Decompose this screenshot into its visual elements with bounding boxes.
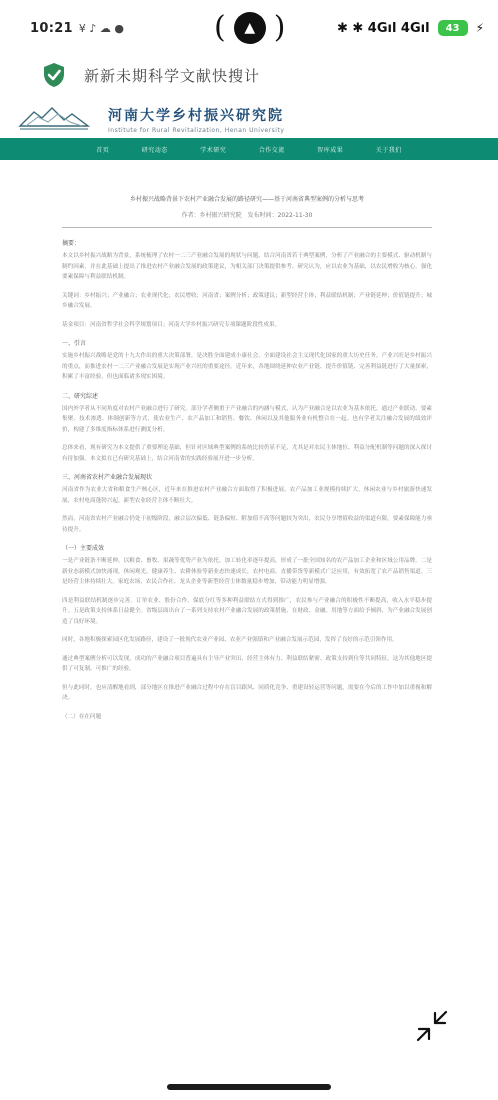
paragraph: 但与此同时，也应清醒地看到，部分地区在推进产业融合过程中存在盲目跟风、同质化竞争、重建设轻运营等问题，需要在今后的工作中加以重视和解决。 [62,684,432,701]
home-indicator[interactable] [167,1084,331,1090]
paragraph: 基金项目：河南省哲学社会科学规划项目；河南大学乡村振兴研究专项课题阶段性成果。 [62,321,281,328]
battery-level: 43 [445,22,460,34]
site-nav [0,138,498,160]
site-header[interactable] [0,100,498,138]
paragraph: 同时，各地积极探索园区化发展路径，建设了一批现代农业产业园、农业产业强镇和产业融合发展示范园，发挥了良好的示范引领作用。 [62,637,398,643]
nav-item-news[interactable]: 研究动态 [141,146,168,154]
bracket-left-icon: ( [214,10,226,45]
paragraph: 通过典型案例分析可以发现，成功的产业融合项目普遍具有主导产业突出、经营主体有力、利益联结紧密、政策支持到位等共同特征，这为其他地区提供了可复制、可推广的经验。 [62,655,432,672]
section-heading: 摘要： [62,240,81,247]
status-bar [0,0,498,56]
paragraph: 河南省作为农业大省和粮食生产核心区，近年来在推进农村产业融合方面取得了积极进展。农产品加工业规模持续扩大，休闲农业与乡村旅游快速发展，农村电商蓬勃兴起，新型农业经营主体不断壮大。 [62,487,432,504]
paragraph: 四是利益联结机制逐步完善。订单农业、股份合作、保底分红等多种利益联结方式得到推广，农民参与产业融合的积极性不断提高，收入水平稳步提升。五是政策支持体系日益健全。省级层面出台了一系列支持农村产业融合发展的政策措施，在财政、金融、用地等方面给予倾斜，为产业融合发展创造了良好环境。 [62,597,432,625]
paragraph: 国内外学者从不同角度对农村产业融合进行了研究。部分学者侧重于产业融合的内涵与模式，认为产业融合是以农业为基本依托，通过产业联动、要素集聚、技术渗透、体制创新等方式，使农业生产、农产品加工和销售、餐饮、休闲以及其他服务业有机整合在一起。也有学者关注融合发展的绩效评价，构建了多维度指标体系进行测度分析。 [62,405,432,433]
article [62,195,432,730]
section-heading: 三、河南省农村产业融合发展现状 [62,474,153,481]
floating-app-indicator[interactable] [214,10,285,46]
section-heading: （一）主要成效 [62,545,105,552]
notification-icons: ¥ ♪ ☁ ● [78,21,124,35]
charging-icon: ⚡ [475,21,484,35]
paragraph: 然而，河南省农村产业融合仍处于初级阶段，融合层次偏低、链条偏短、附加值不高等问题较为突出，农民分享增值收益的渠道有限，要素保障能力亟待提升。 [62,516,432,533]
app-badge-icon[interactable]: ▲ [234,12,266,44]
section-heading: 二、研究综述 [62,392,99,400]
collapse-button[interactable] [412,1006,452,1046]
divider [62,227,432,228]
section-heading: 一、引言 [62,340,87,347]
status-right [337,20,484,36]
paragraph: 本文以乡村振兴战略为背景，系统梳理了农村一二三产业融合发展的现状与问题，结合河南省若干典型案例，分析了产业融合的主要模式、驱动机制与制约因素，并在此基础上提出了推进农村产业融合发展的政策建议，为相关部门决策提供参考。研究认为，应以农业为基础，以农民增收为核心，强化要素保障与利益联结机制。 [62,253,432,280]
nav-item-home[interactable]: 首页 [96,146,110,154]
security-banner-text: 新新未期科学文献快搜计 [84,66,261,85]
site-logo[interactable] [18,104,90,134]
battery-icon [438,20,468,36]
nav-item-results[interactable]: 智库成果 [317,146,344,154]
site-subtitle: Institute for Rural Revitalization, Henan University [108,126,285,134]
paragraph: 实施乡村振兴战略是党的十九大作出的重大决策部署，是决胜全面建成小康社会、全面建设社会主义现代化国家的重大历史任务。产业兴旺是乡村振兴的重点，而推进农村一二三产业融合发展是实现产业兴旺的重要途径。近年来，各地围绕延伸农业产业链、提升价值链、完善利益链进行了大量探索，积累了丰富经验，但也面临诸多现实困境。 [62,353,432,380]
site-title-block [108,105,284,134]
status-left [30,21,124,36]
paragraph: 一是产业链条不断延伸。以粮食、畜牧、果蔬等优势产业为依托，加工转化率逐年提高，形成了一批全国知名的农产品加工企业和区域公用品牌。二是新业态新模式加快涌现。休闲观光、健康养生、农耕体验等新业态快速成长，农村电商、直播带货等新模式广泛应用，有效拓宽了农产品销售渠道。三是经营主体持续壮大。家庭农场、农民合作社、龙头企业等新型经营主体数量稳步增加，带动能力明显增强。 [62,558,432,585]
shield-check-icon [42,62,66,88]
article-title: 乡村振兴战略背景下农村产业融合发展的路径研究——基于河南省典型案例的分析与思考 [129,196,364,203]
nav-item-about[interactable]: 关于我们 [375,146,402,154]
collapse-arrows-icon [415,1009,449,1043]
network-signal-icon: ✱ ✱ 4Gıl 4Gıl [336,20,430,36]
article-byline: 作者：乡村振兴研究院 发布时间：2022-11-30 [181,212,313,219]
nav-item-exchange[interactable]: 合作交流 [258,146,285,154]
paragraph: 关键词：乡村振兴；产业融合；农业现代化；农民增收；河南省；案例分析；政策建议；新型经营主体；利益联结机制；产业链延伸；价值链提升；城乡融合发展。 [62,292,432,309]
bracket-right-icon: ) [273,10,286,45]
paragraph: 总体来看，现有研究为本文提供了重要理论基础，但针对区域典型案例的系统比较仍显不足，尤其是对农民主体地位、利益分配机制等问题的深入探讨有待加强。本文拟在已有研究基础上，结合河南省的实践经验展开进一步分析。 [62,445,432,462]
status-time: 10:21 [30,20,73,36]
site-title: 河南大学乡村振兴研究院 [108,107,284,124]
security-banner [0,56,498,94]
paragraph: （二）存在问题 [62,713,102,720]
nav-item-research[interactable]: 学术研究 [200,146,227,154]
